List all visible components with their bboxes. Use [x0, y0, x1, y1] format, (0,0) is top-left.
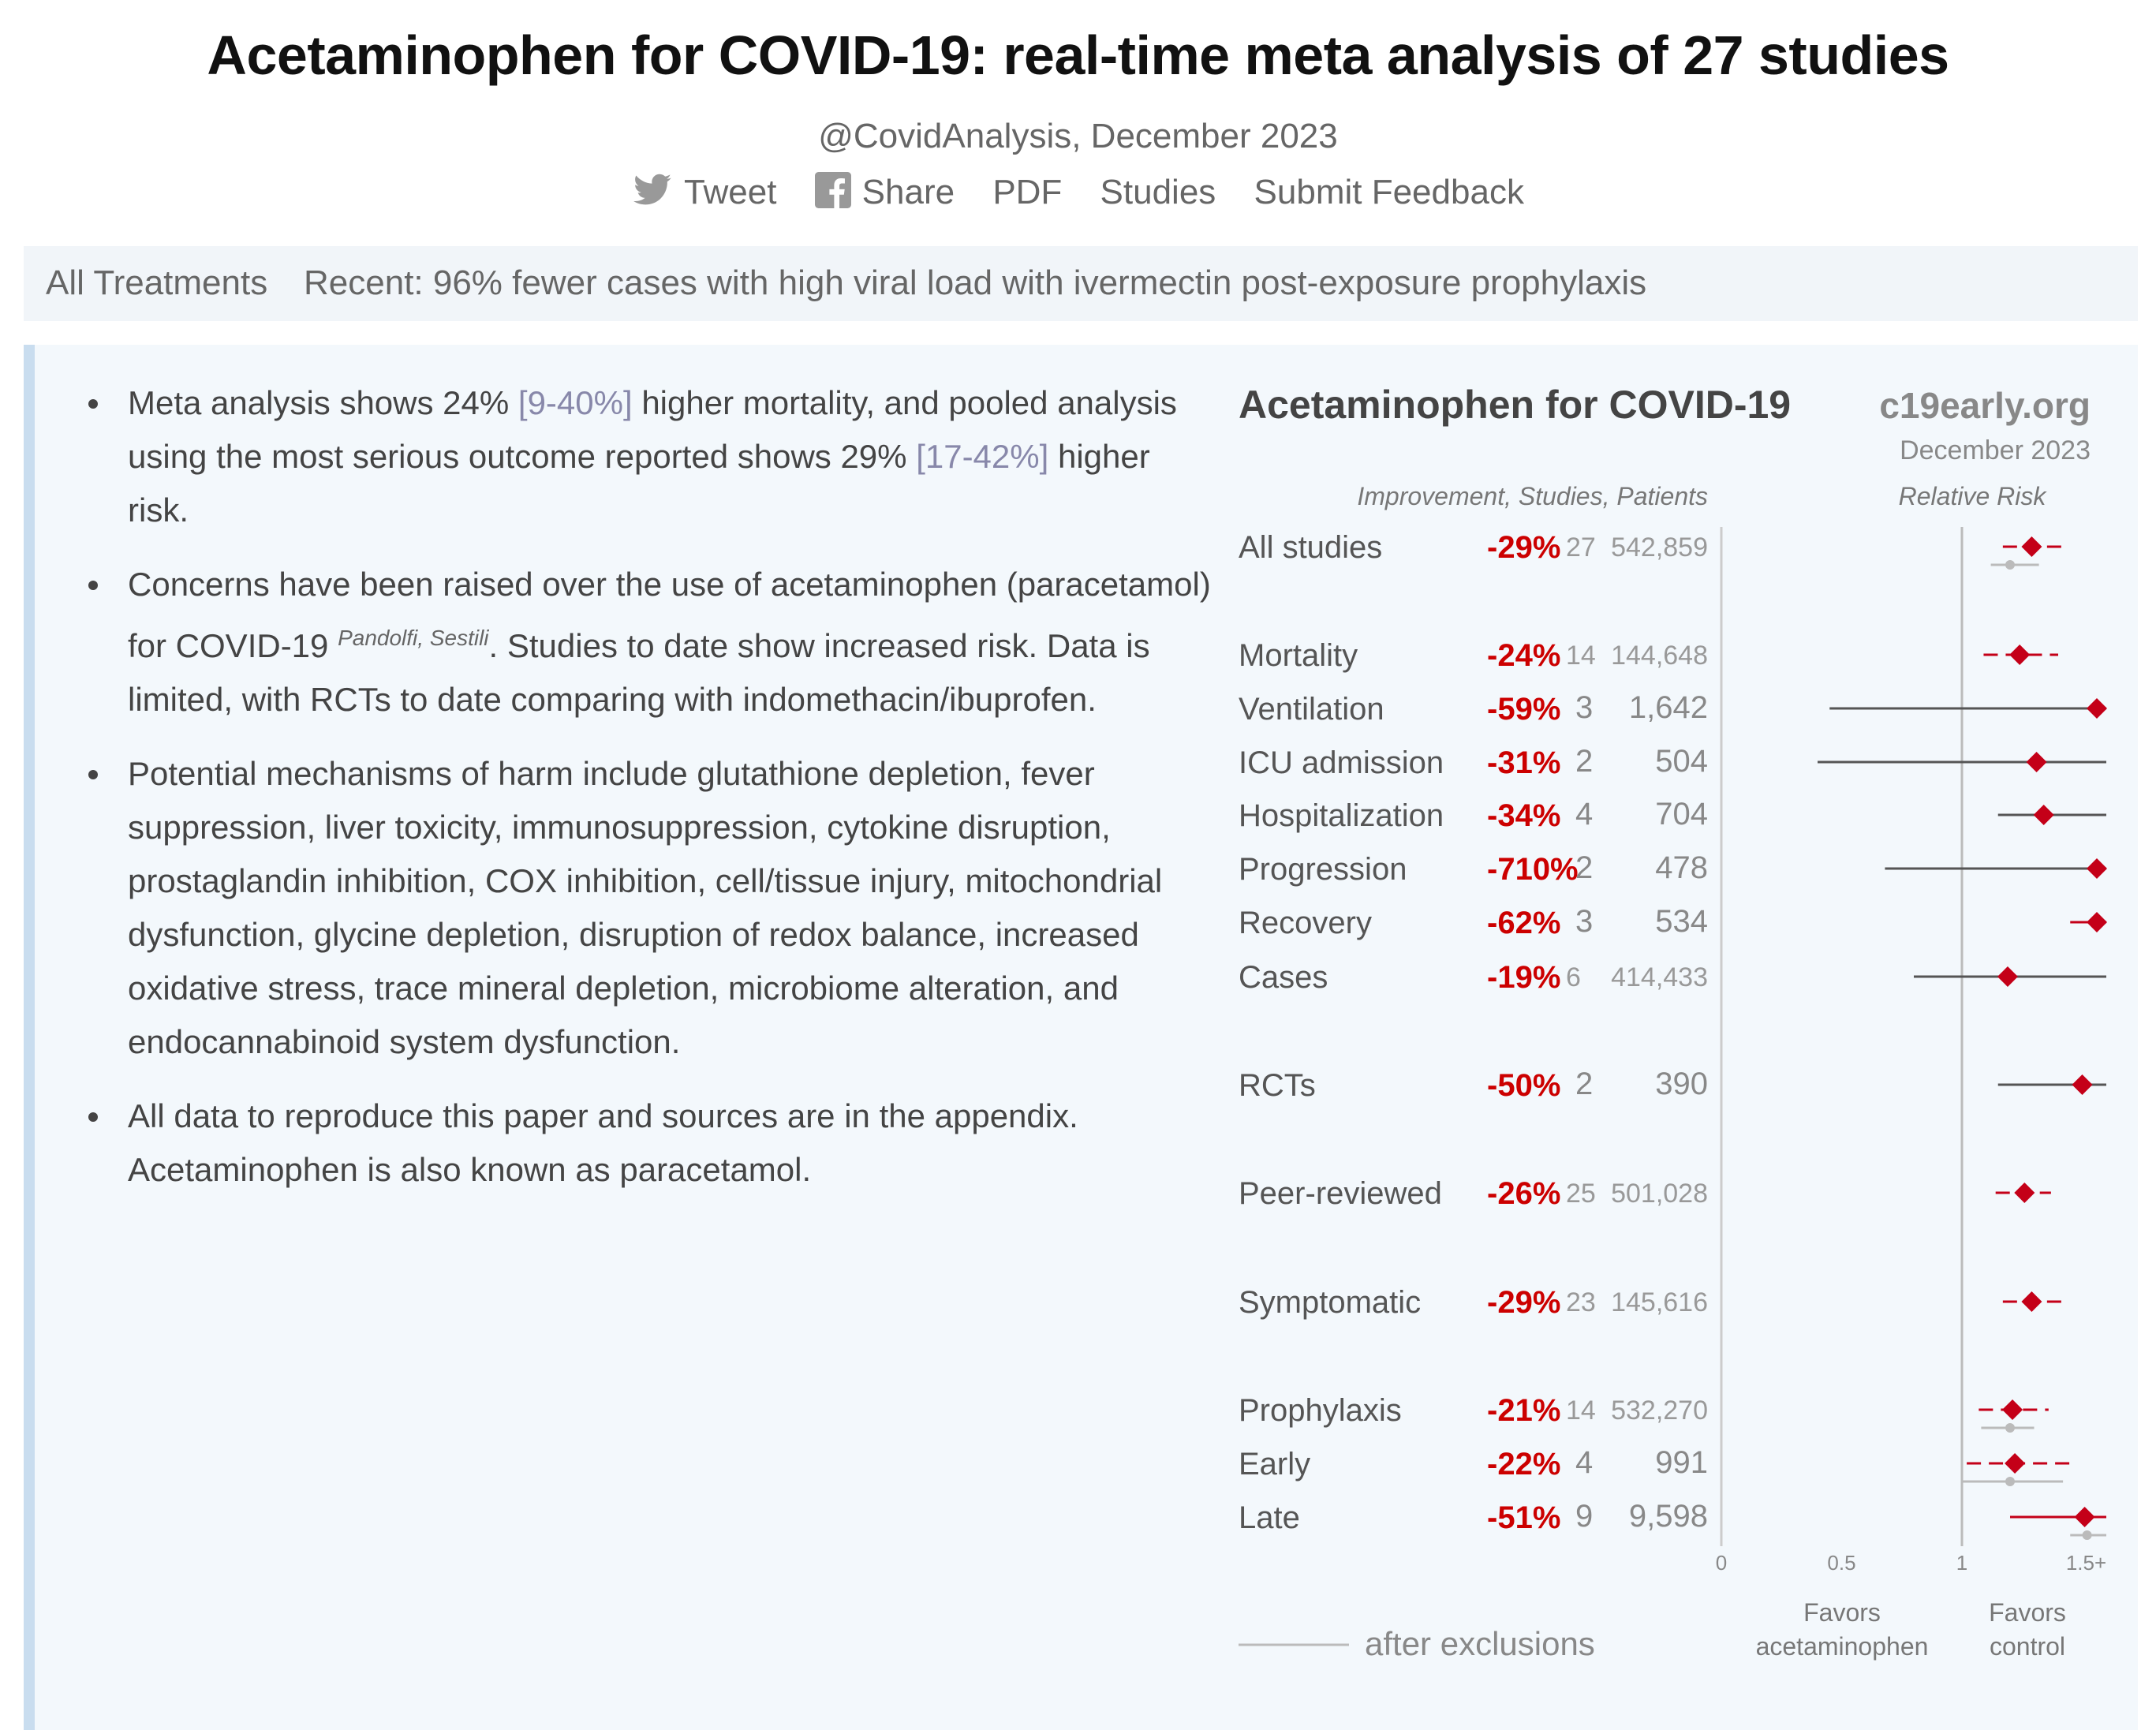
site-watermark: c19early.org: [1879, 385, 2091, 426]
share-link[interactable]: [815, 173, 965, 211]
row-label: All studies: [1239, 530, 1383, 565]
row-improvement: -59%: [1487, 692, 1561, 727]
row-improvement: -24%: [1487, 638, 1561, 673]
row-patients: 991: [1655, 1445, 1708, 1480]
summary-bullet: Potential mechanisms of harm include glutathione depletion, fever suppression, liver toxicity, immunosuppression, cytokine disruption, prostaglandin inhibition, COX inhibition, cell/tissue injury, mitochondrial dysfunction, glycine depletion, disruption of redox balance, increased oxidative stress, trace mineral depletion, microbiome alteration, and endocannabinoid system dysfunction.: [82, 747, 1218, 1069]
favors-right-line1: Favors: [1989, 1598, 2066, 1627]
row-label: Late: [1239, 1500, 1300, 1535]
row-patients: 145,616: [1611, 1287, 1708, 1317]
row-patients: 1,642: [1628, 690, 1708, 725]
facebook-icon: [815, 172, 851, 208]
chart-date: December 2023: [1900, 435, 2091, 465]
row-studies: 6: [1566, 962, 1581, 992]
row-studies: 9: [1575, 1499, 1594, 1534]
summary-bullet: All data to reproduce this paper and sources are in the appendix. Acetaminophen is also known as paracetamol.: [82, 1089, 1218, 1197]
row-label: ICU admission: [1239, 745, 1444, 780]
row-improvement: -34%: [1487, 798, 1561, 833]
row-label: Ventilation: [1239, 692, 1384, 727]
row-patients: 478: [1655, 850, 1708, 885]
rr-header: Relative Risk: [1898, 482, 2046, 510]
row-label: Recovery: [1239, 906, 1372, 940]
favors-left-line1: Favors: [1803, 1598, 1881, 1627]
row-studies: 2: [1575, 744, 1594, 779]
ci-serious-outcome[interactable]: [17-42%]: [916, 438, 1049, 475]
row-patients: 390: [1655, 1067, 1708, 1101]
recent-link[interactable]: Recent: 96% fewer cases with high viral load with ivermectin post-exposure prophylaxis: [304, 263, 1647, 302]
row-improvement: -21%: [1487, 1393, 1561, 1428]
chart-title: Acetaminophen for COVID-19: [1239, 383, 1792, 427]
tweet-link[interactable]: [632, 173, 787, 211]
pdf-link[interactable]: PDF: [992, 173, 1063, 211]
row-label: Peer-reviewed: [1239, 1176, 1442, 1211]
favors-right-line2: control: [1989, 1632, 2066, 1661]
row-label: Progression: [1239, 852, 1407, 887]
row-improvement: -29%: [1487, 530, 1561, 565]
row-improvement: -26%: [1487, 1176, 1561, 1211]
row-improvement: -19%: [1487, 960, 1561, 995]
row-studies: 4: [1575, 797, 1594, 831]
all-treatments-link[interactable]: All Treatments: [46, 263, 268, 302]
summary-panel: [24, 345, 2138, 1730]
row-studies: 14: [1566, 1396, 1596, 1425]
row-improvement: -50%: [1487, 1068, 1561, 1103]
row-label: Mortality: [1239, 638, 1358, 673]
row-patients: 542,859: [1611, 532, 1708, 562]
twitter-bird-icon: [632, 174, 673, 208]
x-tick-label: 0.5: [1827, 1551, 1856, 1575]
legend-label: after exclusions: [1365, 1625, 1595, 1662]
row-studies: 2: [1575, 850, 1594, 885]
row-label: Hospitalization: [1239, 798, 1444, 833]
row-patients: 504: [1655, 744, 1708, 779]
ci-mortality[interactable]: [9-40%]: [518, 384, 633, 421]
row-patients: 9,598: [1628, 1499, 1708, 1534]
row-improvement: -29%: [1487, 1285, 1561, 1320]
favors-left-line2: acetaminophen: [1755, 1632, 1929, 1661]
row-improvement: -710%: [1487, 852, 1579, 887]
row-label: Prophylaxis: [1239, 1393, 1402, 1428]
row-studies: 23: [1566, 1287, 1596, 1317]
row-label: Cases: [1239, 960, 1328, 995]
row-label: Symptomatic: [1239, 1285, 1422, 1320]
share-row: [0, 172, 2156, 212]
x-tick-label: 1: [1956, 1551, 1968, 1575]
row-studies: 27: [1566, 532, 1596, 562]
row-patients: 532,270: [1611, 1396, 1708, 1425]
row-improvement: -22%: [1487, 1447, 1561, 1482]
byline[interactable]: @CovidAnalysis, December 2023: [818, 117, 1338, 155]
row-improvement: -62%: [1487, 906, 1561, 940]
share-label: Share: [861, 173, 955, 211]
reference-links[interactable]: Pandolfi, Sestili: [338, 626, 489, 650]
row-label: RCTs: [1239, 1068, 1316, 1103]
row-studies: 25: [1566, 1179, 1596, 1209]
row-studies: 3: [1575, 904, 1594, 939]
row-studies: 2: [1575, 1067, 1594, 1101]
row-studies: 14: [1566, 641, 1596, 671]
submit-feedback-link[interactable]: Submit Feedback: [1254, 173, 1524, 211]
x-tick-label: 0: [1715, 1551, 1728, 1575]
row-patients: 144,648: [1611, 641, 1708, 671]
row-patients: 704: [1655, 797, 1708, 831]
row-improvement: -31%: [1487, 745, 1561, 780]
row-label: Early: [1239, 1447, 1311, 1482]
tweet-label: Tweet: [684, 173, 777, 211]
row-patients: 534: [1655, 904, 1708, 939]
studies-link[interactable]: Studies: [1100, 173, 1216, 211]
row-patients: 414,433: [1611, 962, 1708, 992]
x-tick-label: 1.5+: [2065, 1551, 2107, 1575]
row-improvement: -51%: [1487, 1500, 1561, 1535]
column-header: Improvement, Studies, Patients: [1357, 482, 1708, 510]
row-studies: 3: [1575, 690, 1594, 725]
row-patients: 501,028: [1611, 1179, 1708, 1209]
page-title: Acetaminophen for COVID-19: real-time meta analysis of 27 studies: [207, 24, 1949, 86]
summary-bullet: Concerns have been raised over the use of acetaminophen (paracetamol) for COVID-19 $^{Pandolfi, Sestili}$. Studies to date show increased risk. Data is limited, with RCTs to date comparing with indomethacin/ibuprofen.: [82, 558, 1218, 727]
nav-bar: [24, 246, 2138, 321]
row-studies: 4: [1575, 1445, 1594, 1480]
summary-list: [82, 376, 1218, 1217]
summary-bullet: Meta analysis shows 24% [9-40%] higher mortality, and pooled analysis using the most serious outcome reported shows 29% [17-42%] higher risk.: [82, 376, 1218, 537]
